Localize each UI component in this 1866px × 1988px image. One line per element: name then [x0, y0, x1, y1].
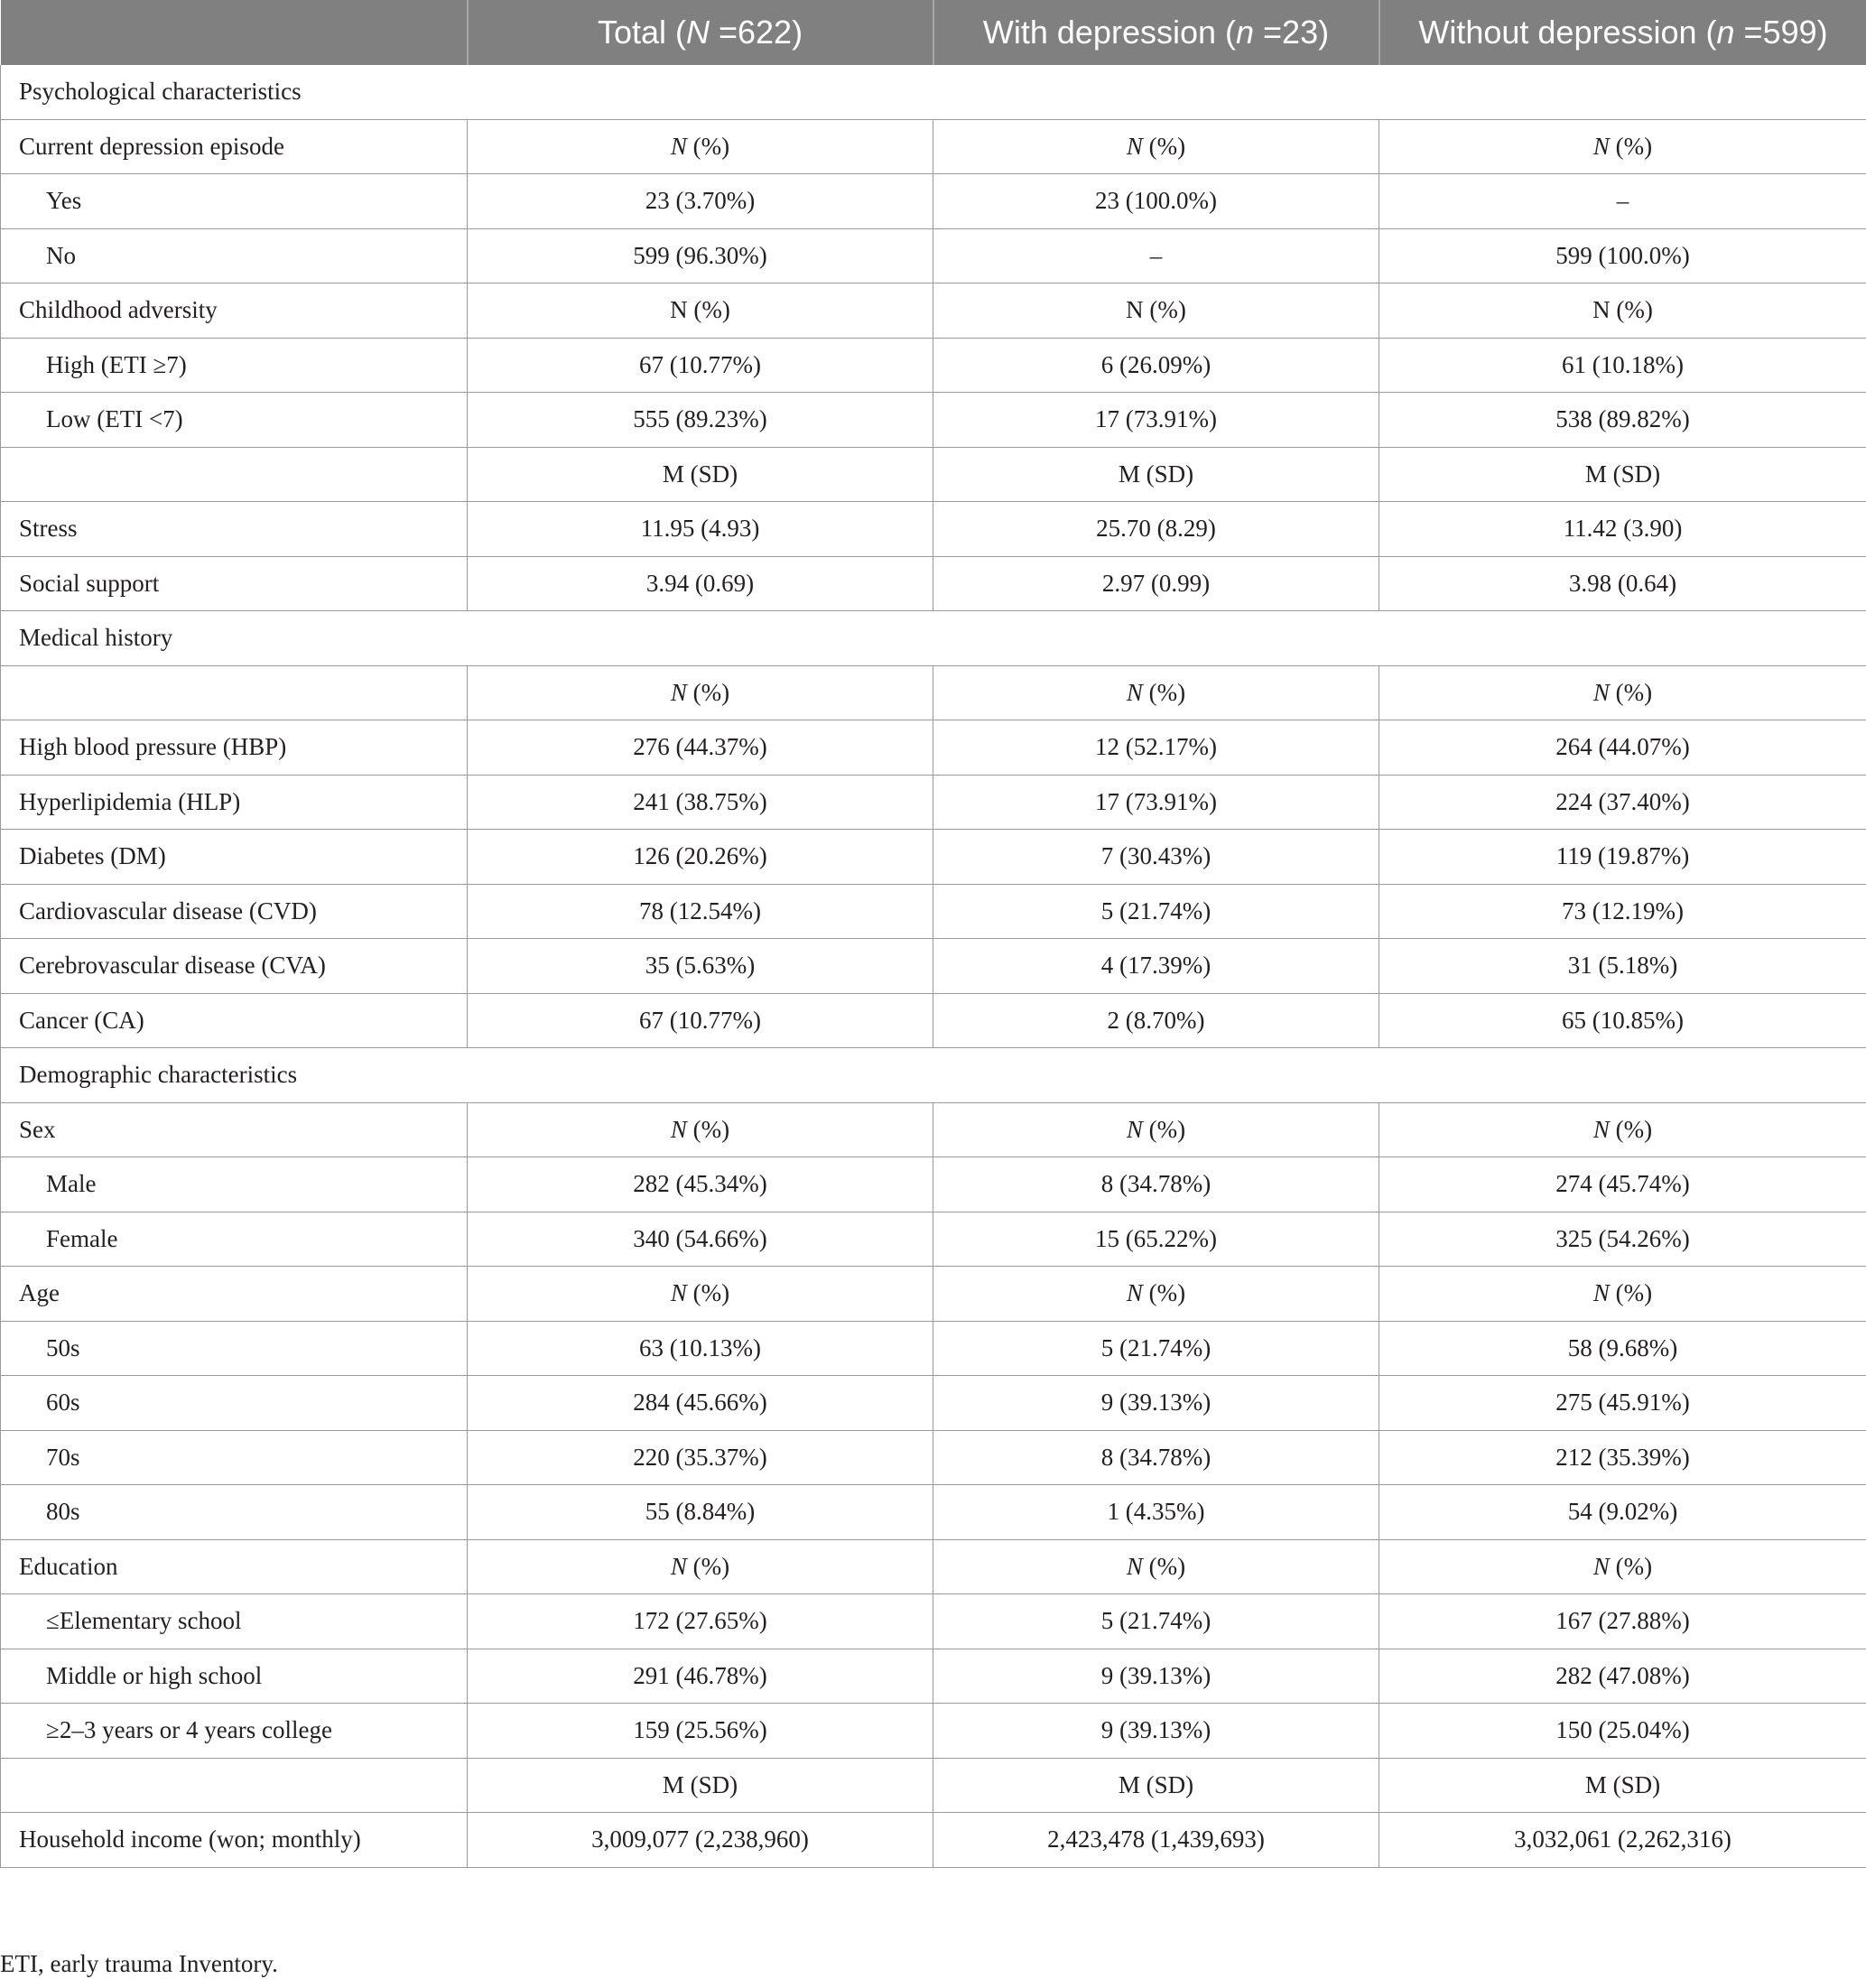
- table-row: [1, 1157, 1866, 1212]
- table-row: [1, 174, 1866, 229]
- row-label: Middle or high school: [1, 1649, 468, 1704]
- header-text: Without depression (: [1418, 14, 1717, 51]
- row-value: 3.94 (0.69): [468, 556, 933, 611]
- row-label: Stress: [1, 502, 468, 557]
- row-label: 80s: [1, 1485, 468, 1540]
- row-value: N (%): [468, 1102, 933, 1157]
- row-value: N (%): [933, 119, 1379, 174]
- row-value: 224 (37.40%): [1379, 775, 1866, 830]
- row-value: 67 (10.77%): [468, 338, 933, 393]
- row-value: 8 (34.78%): [933, 1157, 1379, 1212]
- table-row: [1, 665, 1866, 720]
- table-row: [1, 1102, 1866, 1157]
- table-row: [1, 1376, 1866, 1431]
- row-label: Childhood adversity: [1, 283, 468, 339]
- table-row: [1, 720, 1866, 776]
- row-value: 61 (10.18%): [1379, 338, 1866, 393]
- row-label: [1, 1758, 468, 1813]
- row-label: Hyperlipidemia (HLP): [1, 775, 468, 830]
- row-value: 67 (10.77%): [468, 993, 933, 1048]
- row-value: 212 (35.39%): [1379, 1430, 1866, 1485]
- row-value: N (%): [468, 283, 933, 339]
- row-value: N (%): [1379, 119, 1866, 174]
- row-label: Social support: [1, 556, 468, 611]
- table-row: [1, 1539, 1866, 1594]
- table-body: [1, 65, 1866, 1867]
- row-value: 63 (10.13%): [468, 1321, 933, 1376]
- section-row: [1, 1048, 1866, 1103]
- row-value: N (%): [1379, 1267, 1866, 1322]
- row-value: M (SD): [933, 1758, 1379, 1813]
- row-value: 31 (5.18%): [1379, 939, 1866, 994]
- row-label: Education: [1, 1539, 468, 1594]
- table-row: [1, 228, 1866, 283]
- header-text: =599): [1734, 14, 1828, 51]
- header-cell-label: [1, 0, 468, 65]
- row-value: 58 (9.68%): [1379, 1321, 1866, 1376]
- row-value: 119 (19.87%): [1379, 830, 1866, 885]
- table-row: [1, 830, 1866, 885]
- row-value: N (%): [468, 1539, 933, 1594]
- row-label: No: [1, 228, 468, 283]
- row-value: N (%): [1379, 1102, 1866, 1157]
- section-row: [1, 65, 1866, 119]
- row-value: 340 (54.66%): [468, 1212, 933, 1267]
- row-value: 1 (4.35%): [933, 1485, 1379, 1540]
- row-value: N (%): [933, 283, 1379, 339]
- header-text: With depression (: [982, 14, 1236, 51]
- row-value: 8 (34.78%): [933, 1430, 1379, 1485]
- row-value: 282 (45.34%): [468, 1157, 933, 1212]
- row-value: N (%): [468, 1267, 933, 1322]
- row-value: 17 (73.91%): [933, 775, 1379, 830]
- row-value: N (%): [933, 1102, 1379, 1157]
- row-label: High blood pressure (HBP): [1, 720, 468, 776]
- row-value: N (%): [933, 665, 1379, 720]
- row-value: 291 (46.78%): [468, 1649, 933, 1704]
- table-row: [1, 1267, 1866, 1322]
- header-var: n: [1236, 14, 1255, 51]
- table-row: [1, 393, 1866, 448]
- row-value: 15 (65.22%): [933, 1212, 1379, 1267]
- row-label: Low (ETI <7): [1, 393, 468, 448]
- row-value: 220 (35.37%): [468, 1430, 933, 1485]
- row-value: N (%): [933, 1539, 1379, 1594]
- row-value: 538 (89.82%): [1379, 393, 1866, 448]
- row-value: 275 (45.91%): [1379, 1376, 1866, 1431]
- table-row: [1, 993, 1866, 1048]
- row-value: 23 (3.70%): [468, 174, 933, 229]
- row-value: 25.70 (8.29): [933, 502, 1379, 557]
- row-value: 11.95 (4.93): [468, 502, 933, 557]
- table-row: [1, 1704, 1866, 1759]
- row-value: M (SD): [468, 447, 933, 502]
- row-value: 9 (39.13%): [933, 1649, 1379, 1704]
- row-value: 3,009,077 (2,238,960): [468, 1813, 933, 1868]
- table-row: [1, 338, 1866, 393]
- row-label: Household income (won; monthly): [1, 1813, 468, 1868]
- header-cell-without-depression: [1379, 0, 1866, 65]
- table-row: [1, 1649, 1866, 1704]
- row-value: 284 (45.66%): [468, 1376, 933, 1431]
- row-value: 9 (39.13%): [933, 1376, 1379, 1431]
- row-label: High (ETI ≥7): [1, 338, 468, 393]
- row-value: 274 (45.74%): [1379, 1157, 1866, 1212]
- table-row: [1, 1594, 1866, 1649]
- row-value: 5 (21.74%): [933, 884, 1379, 939]
- row-label: Cancer (CA): [1, 993, 468, 1048]
- row-label: ≥2–3 years or 4 years college: [1, 1704, 468, 1759]
- row-label: Male: [1, 1157, 468, 1212]
- row-value: N (%): [933, 1267, 1379, 1322]
- row-value: 167 (27.88%): [1379, 1594, 1866, 1649]
- row-value: M (SD): [933, 447, 1379, 502]
- row-label: 70s: [1, 1430, 468, 1485]
- row-value: 5 (21.74%): [933, 1594, 1379, 1649]
- row-value: 7 (30.43%): [933, 830, 1379, 885]
- row-value: 264 (44.07%): [1379, 720, 1866, 776]
- row-value: 11.42 (3.90): [1379, 502, 1866, 557]
- table-row: [1, 1430, 1866, 1485]
- section-heading: Medical history: [1, 611, 1866, 666]
- row-value: 599 (100.0%): [1379, 228, 1866, 283]
- row-label: Cerebrovascular disease (CVA): [1, 939, 468, 994]
- row-label: Cardiovascular disease (CVD): [1, 884, 468, 939]
- header-cell-with-depression: [933, 0, 1379, 65]
- row-value: 2,423,478 (1,439,693): [933, 1813, 1379, 1868]
- section-heading: Demographic characteristics: [1, 1048, 1866, 1103]
- row-value: 17 (73.91%): [933, 393, 1379, 448]
- row-value: 2.97 (0.99): [933, 556, 1379, 611]
- row-value: 276 (44.37%): [468, 720, 933, 776]
- row-label: [1, 447, 468, 502]
- row-value: 282 (47.08%): [1379, 1649, 1866, 1704]
- table-row: [1, 1758, 1866, 1813]
- row-value: N (%): [1379, 1539, 1866, 1594]
- header-var: N: [685, 14, 710, 51]
- row-value: N (%): [1379, 283, 1866, 339]
- header-text: Total (: [597, 14, 686, 51]
- row-value: 54 (9.02%): [1379, 1485, 1866, 1540]
- row-value: N (%): [468, 665, 933, 720]
- table-row: [1, 939, 1866, 994]
- row-value: 12 (52.17%): [933, 720, 1379, 776]
- row-value: 65 (10.85%): [1379, 993, 1866, 1048]
- row-label: ≤Elementary school: [1, 1594, 468, 1649]
- table-row: [1, 119, 1866, 174]
- row-value: 23 (100.0%): [933, 174, 1379, 229]
- section-row: [1, 611, 1866, 666]
- table-row: [1, 1813, 1866, 1868]
- row-value: 4 (17.39%): [933, 939, 1379, 994]
- row-value: –: [933, 228, 1379, 283]
- header-row: [1, 0, 1866, 65]
- row-value: N (%): [468, 119, 933, 174]
- row-value: 55 (8.84%): [468, 1485, 933, 1540]
- table-row: [1, 1485, 1866, 1540]
- section-heading: Psychological characteristics: [1, 65, 1866, 119]
- row-value: 159 (25.56%): [468, 1704, 933, 1759]
- header-var: n: [1716, 14, 1735, 51]
- row-value: 555 (89.23%): [468, 393, 933, 448]
- row-value: 5 (21.74%): [933, 1321, 1379, 1376]
- row-label: Age: [1, 1267, 468, 1322]
- row-label: 60s: [1, 1376, 468, 1431]
- row-value: 73 (12.19%): [1379, 884, 1866, 939]
- row-value: 325 (54.26%): [1379, 1212, 1866, 1267]
- header-text: =622): [709, 14, 803, 51]
- row-value: M (SD): [468, 1758, 933, 1813]
- table-row: [1, 884, 1866, 939]
- row-value: 150 (25.04%): [1379, 1704, 1866, 1759]
- row-label: Female: [1, 1212, 468, 1267]
- row-label: Current depression episode: [1, 119, 468, 174]
- row-value: 241 (38.75%): [468, 775, 933, 830]
- table-row: [1, 556, 1866, 611]
- row-value: 35 (5.63%): [468, 939, 933, 994]
- row-value: 3.98 (0.64): [1379, 556, 1866, 611]
- row-label: Diabetes (DM): [1, 830, 468, 885]
- row-label: [1, 665, 468, 720]
- row-value: 6 (26.09%): [933, 338, 1379, 393]
- row-value: 2 (8.70%): [933, 993, 1379, 1048]
- table-row: [1, 502, 1866, 557]
- row-value: 3,032,061 (2,262,316): [1379, 1813, 1866, 1868]
- table-row: [1, 283, 1866, 339]
- row-value: 9 (39.13%): [933, 1704, 1379, 1759]
- row-value: 172 (27.65%): [468, 1594, 933, 1649]
- row-value: 78 (12.54%): [468, 884, 933, 939]
- row-label: Yes: [1, 174, 468, 229]
- row-value: 599 (96.30%): [468, 228, 933, 283]
- row-value: N (%): [1379, 665, 1866, 720]
- table-header: [1, 0, 1866, 65]
- row-value: –: [1379, 174, 1866, 229]
- row-value: M (SD): [1379, 447, 1866, 502]
- row-value: 126 (20.26%): [468, 830, 933, 885]
- header-cell-total: [468, 0, 933, 65]
- table-row: [1, 775, 1866, 830]
- table-row: [1, 1321, 1866, 1376]
- table-row: [1, 1212, 1866, 1267]
- table-footnote: ETI, early trauma Inventory.: [0, 1950, 278, 1977]
- header-text: =23): [1254, 14, 1330, 51]
- row-value: M (SD): [1379, 1758, 1866, 1813]
- row-label: 50s: [1, 1321, 468, 1376]
- row-label: Sex: [1, 1102, 468, 1157]
- table-row: [1, 447, 1866, 502]
